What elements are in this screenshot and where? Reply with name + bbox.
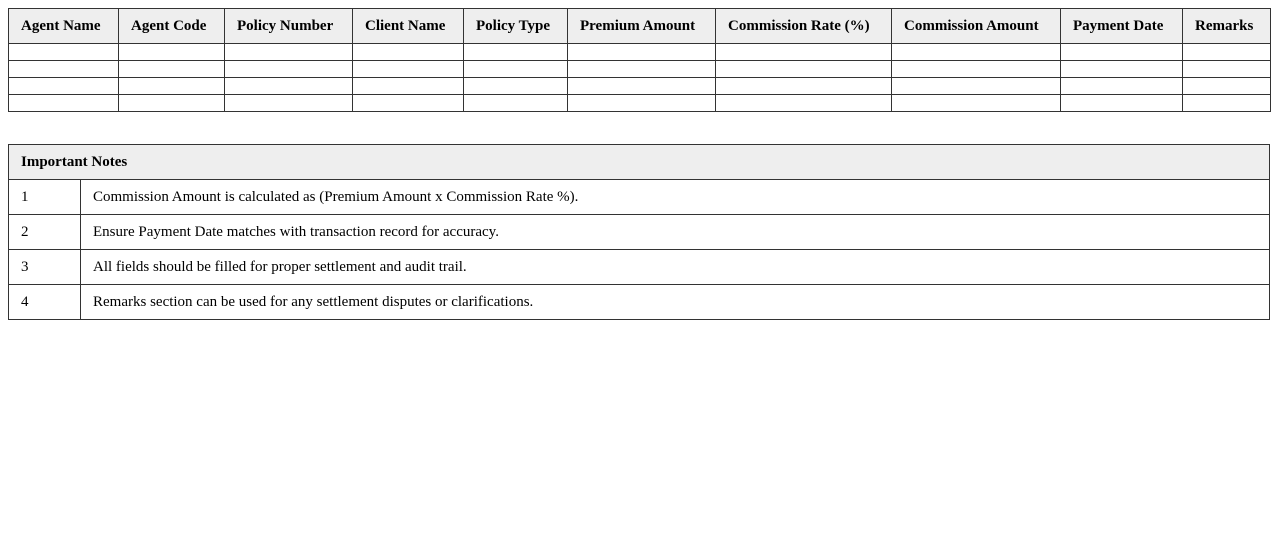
column-header: Remarks [1183,9,1271,44]
note-row [9,285,1270,320]
empty-cell[interactable] [892,44,1061,61]
settlement-table [8,8,1271,112]
empty-cell[interactable] [9,78,119,95]
note-text: All fields should be filled for proper settlement and audit trail. [81,250,1270,285]
table-row [9,61,1271,78]
empty-cell[interactable] [353,44,464,61]
note-text: Ensure Payment Date matches with transaction record for accuracy. [81,215,1270,250]
empty-cell[interactable] [568,61,716,78]
table-row [9,44,1271,61]
note-text: Commission Amount is calculated as (Premium Amount x Commission Rate %). [81,180,1270,215]
empty-cell[interactable] [464,78,568,95]
note-row [9,180,1270,215]
empty-cell[interactable] [464,61,568,78]
empty-cell[interactable] [1061,61,1183,78]
table-row [9,95,1271,112]
empty-cell[interactable] [119,61,225,78]
note-row [9,250,1270,285]
column-header: Client Name [353,9,464,44]
empty-cell[interactable] [353,95,464,112]
column-header: Payment Date [1061,9,1183,44]
empty-cell[interactable] [1061,78,1183,95]
empty-cell[interactable] [119,95,225,112]
empty-cell[interactable] [225,61,353,78]
note-number: 1 [9,180,81,215]
column-header: Agent Name [9,9,119,44]
empty-cell[interactable] [464,95,568,112]
empty-cell[interactable] [892,78,1061,95]
empty-cell[interactable] [568,44,716,61]
column-header: Policy Type [464,9,568,44]
empty-cell[interactable] [716,44,892,61]
note-number: 2 [9,215,81,250]
empty-cell[interactable] [568,95,716,112]
empty-cell[interactable] [9,95,119,112]
empty-cell[interactable] [9,61,119,78]
column-header: Policy Number [225,9,353,44]
empty-cell[interactable] [9,44,119,61]
empty-cell[interactable] [716,61,892,78]
column-header: Commission Amount [892,9,1061,44]
empty-cell[interactable] [225,44,353,61]
table-row [9,78,1271,95]
empty-cell[interactable] [353,61,464,78]
empty-cell[interactable] [892,61,1061,78]
empty-cell[interactable] [568,78,716,95]
column-header: Agent Code [119,9,225,44]
empty-cell[interactable] [225,78,353,95]
note-text: Remarks section can be used for any settlement disputes or clarifications. [81,285,1270,320]
empty-cell[interactable] [1061,44,1183,61]
empty-cell[interactable] [1183,61,1271,78]
important-notes-table [8,144,1270,320]
empty-cell[interactable] [1183,44,1271,61]
note-number: 4 [9,285,81,320]
empty-cell[interactable] [1183,78,1271,95]
column-header: Commission Rate (%) [716,9,892,44]
note-row [9,215,1270,250]
empty-cell[interactable] [225,95,353,112]
empty-cell[interactable] [464,44,568,61]
note-number: 3 [9,250,81,285]
empty-cell[interactable] [716,95,892,112]
empty-cell[interactable] [892,95,1061,112]
column-header: Premium Amount [568,9,716,44]
empty-cell[interactable] [1183,95,1271,112]
table-header-row [9,9,1271,44]
empty-cell[interactable] [119,78,225,95]
empty-cell[interactable] [716,78,892,95]
empty-cell[interactable] [119,44,225,61]
empty-cell[interactable] [1061,95,1183,112]
notes-title: Important Notes [9,145,1270,180]
empty-cell[interactable] [353,78,464,95]
